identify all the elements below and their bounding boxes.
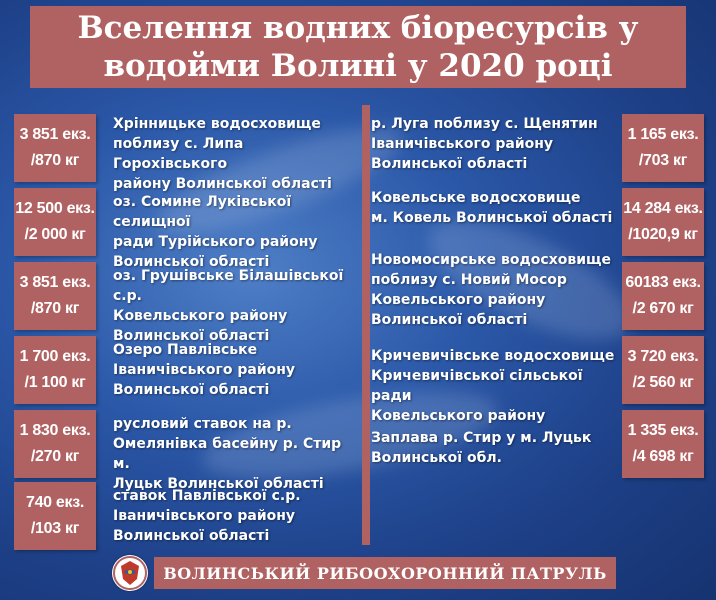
right-desc-3-line: Ковельського району xyxy=(371,292,546,308)
left-desc-3-line: оз. Грушівське Білашівської с.р. xyxy=(113,268,344,304)
left-desc-4-line: Озеро Павлівське xyxy=(113,342,258,358)
left-qty-5 xyxy=(14,410,96,478)
left-qty-6 xyxy=(14,482,96,550)
left-qty-1-count: 3 851 екз. xyxy=(19,126,91,143)
left-desc-5-line: Омелянівка басейну р. Стир м. xyxy=(113,436,342,472)
right-qty-4 xyxy=(622,336,704,404)
left-qty-2-count: 12 500 екз. xyxy=(15,200,95,217)
right-desc-3 xyxy=(371,250,621,330)
left-qty-2-weight: /2 000 кг xyxy=(24,226,86,243)
title-banner xyxy=(30,6,686,88)
right-desc-3-line: поблизу с. Новий Мосор xyxy=(371,272,567,288)
left-qty-4 xyxy=(14,336,96,404)
left-desc-6 xyxy=(113,486,361,546)
right-qty-5-weight: /4 698 кг xyxy=(632,448,694,465)
right-desc-4-line: Ковельського району xyxy=(371,408,546,424)
right-desc-2-line: Ковельське водосховище xyxy=(371,190,581,206)
right-qty-1-count: 1 165 екз. xyxy=(627,126,699,143)
left-desc-6-line: ставок Павлівської с.р. xyxy=(113,488,301,504)
right-qty-3-weight: /2 670 кг xyxy=(632,300,694,317)
title-line-2: водойми Волині у 2020 році xyxy=(103,48,613,84)
left-desc-3 xyxy=(113,266,361,346)
left-qty-4-count: 1 700 екз. xyxy=(19,348,91,365)
left-qty-6-count: 740 екз. xyxy=(25,494,85,511)
right-qty-3 xyxy=(622,262,704,330)
left-desc-3-line: Ковельського району xyxy=(113,308,288,324)
right-qty-5 xyxy=(622,410,704,478)
left-qty-5-count: 1 830 екз. xyxy=(19,422,91,439)
right-qty-4-count: 3 720 екз. xyxy=(627,348,699,365)
right-desc-2 xyxy=(371,188,621,228)
left-qty-6-weight: /103 кг xyxy=(30,520,80,537)
title-line-1: Вселення водних біоресурсів у xyxy=(77,10,639,46)
left-qty-3-weight: /870 кг xyxy=(30,300,80,317)
left-qty-1 xyxy=(14,114,96,182)
left-qty-2 xyxy=(14,188,96,256)
footer-banner xyxy=(154,557,616,589)
right-desc-3-line: Волинської області xyxy=(371,312,528,328)
patrol-emblem-icon xyxy=(112,555,148,591)
right-qty-2-weight: /1020,9 кг xyxy=(628,226,698,243)
left-desc-2-line: ради Турійського району xyxy=(113,234,318,250)
left-qty-3 xyxy=(14,262,96,330)
left-desc-1-line: Хрінницьке водосховище xyxy=(113,116,321,132)
left-desc-4 xyxy=(113,340,361,400)
right-qty-2 xyxy=(622,188,704,256)
right-desc-1-line: Волинської області xyxy=(371,156,528,172)
left-qty-4-weight: /1 100 кг xyxy=(24,374,86,391)
left-desc-5-line: русловий ставок на р. xyxy=(113,416,292,432)
right-qty-1-weight: /703 кг xyxy=(638,152,688,169)
right-qty-2-count: 14 284 екз. xyxy=(623,200,703,217)
left-desc-1-line: району Волинської області xyxy=(113,176,332,192)
right-desc-4 xyxy=(371,346,621,426)
left-desc-4-line: Волинської області xyxy=(113,382,270,398)
left-desc-6-line: Волинської області xyxy=(113,528,270,544)
right-desc-3-line: Новомосирське водосховище xyxy=(371,252,612,268)
right-desc-2-line: м. Ковель Волинської області xyxy=(371,210,613,226)
right-qty-3-count: 60183 екз. xyxy=(625,274,701,291)
left-desc-1-line: поблизу с. Липа Горохівського xyxy=(113,136,244,172)
right-qty-1 xyxy=(622,114,704,182)
right-desc-4-line: Кричевичівське водосховище xyxy=(371,348,615,364)
left-desc-3-line: Волинської області xyxy=(113,328,270,344)
right-desc-5-line: Волинської обл. xyxy=(371,450,502,466)
left-desc-2-line: Волинської області xyxy=(113,254,270,270)
left-qty-1-weight: /870 кг xyxy=(30,152,80,169)
right-qty-5-count: 1 335 екз. xyxy=(627,422,699,439)
left-qty-3-count: 3 851 екз. xyxy=(19,274,91,291)
footer-text: ВОЛИНСЬКИЙ РИБООХОРОННИЙ ПАТРУЛЬ xyxy=(163,563,607,583)
right-desc-1-line: Іваничівського району xyxy=(371,136,554,152)
footer xyxy=(112,556,616,590)
center-divider xyxy=(362,105,370,545)
left-desc-5 xyxy=(113,414,361,494)
left-qty-5-weight: /270 кг xyxy=(30,448,80,465)
right-desc-5 xyxy=(371,428,621,468)
left-desc-5-line: Луцьк Волинської області xyxy=(113,476,324,492)
left-desc-4-line: Іваничівського району xyxy=(113,362,296,378)
right-desc-1-line: р. Луга поблизу с. Щенятин xyxy=(371,116,598,132)
left-desc-2-line: оз. Сомине Луківської селищної xyxy=(113,194,292,230)
left-desc-1 xyxy=(113,114,361,194)
right-desc-5-line: Заплава р. Стир у м. Луцьк xyxy=(371,430,592,446)
right-qty-4-weight: /2 560 кг xyxy=(632,374,694,391)
left-desc-6-line: Іваничівського району xyxy=(113,508,296,524)
right-desc-4-line: Кричевичівської сільської ради xyxy=(371,368,583,404)
right-desc-1 xyxy=(371,114,621,174)
left-desc-2 xyxy=(113,192,361,272)
